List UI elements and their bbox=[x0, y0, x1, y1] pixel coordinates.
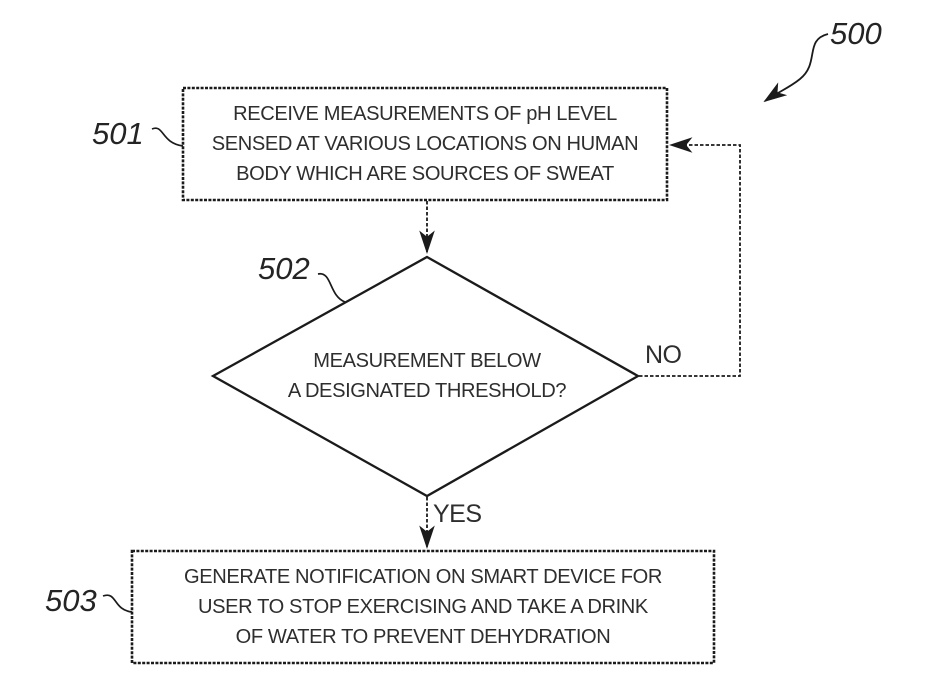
process-box-503-line-3: OF WATER TO PREVENT DEHYDRATION bbox=[235, 625, 611, 648]
process-box-503-text bbox=[148, 555, 699, 659]
decision-502-line-2: A DESIGNATED THRESHOLD? bbox=[287, 379, 567, 402]
ref-500-leader-arrow bbox=[765, 34, 828, 101]
process-box-503-line-1: GENERATE NOTIFICATION ON SMART DEVICE FOR bbox=[183, 565, 663, 588]
yes-branch-label: YES bbox=[433, 500, 482, 528]
process-box-501-line-3: BODY WHICH ARE SOURCES OF SWEAT bbox=[236, 162, 614, 185]
step-ref-502: 502 bbox=[258, 251, 310, 286]
step-ref-501: 501 bbox=[92, 116, 144, 151]
decision-diamond-502-text bbox=[280, 342, 574, 410]
ref-501-connector bbox=[152, 128, 183, 146]
no-branch-label: NO bbox=[645, 341, 682, 369]
process-box-503-line-2: USER TO STOP EXERCISING AND TAKE A DRINK bbox=[198, 595, 648, 618]
process-box-501-text bbox=[198, 92, 653, 196]
ref-502-connector bbox=[318, 274, 345, 302]
decision-502-line-1: MEASUREMENT BELOW bbox=[313, 349, 541, 372]
process-box-501-line-2: SENSED AT VARIOUS LOCATIONS ON HUMAN bbox=[211, 132, 639, 155]
ref-503-connector bbox=[103, 595, 132, 612]
figure-ref-500: 500 bbox=[830, 16, 882, 51]
step-ref-503: 503 bbox=[45, 583, 97, 618]
process-box-501-line-1: RECEIVE MEASUREMENTS OF pH LEVEL bbox=[233, 102, 617, 125]
